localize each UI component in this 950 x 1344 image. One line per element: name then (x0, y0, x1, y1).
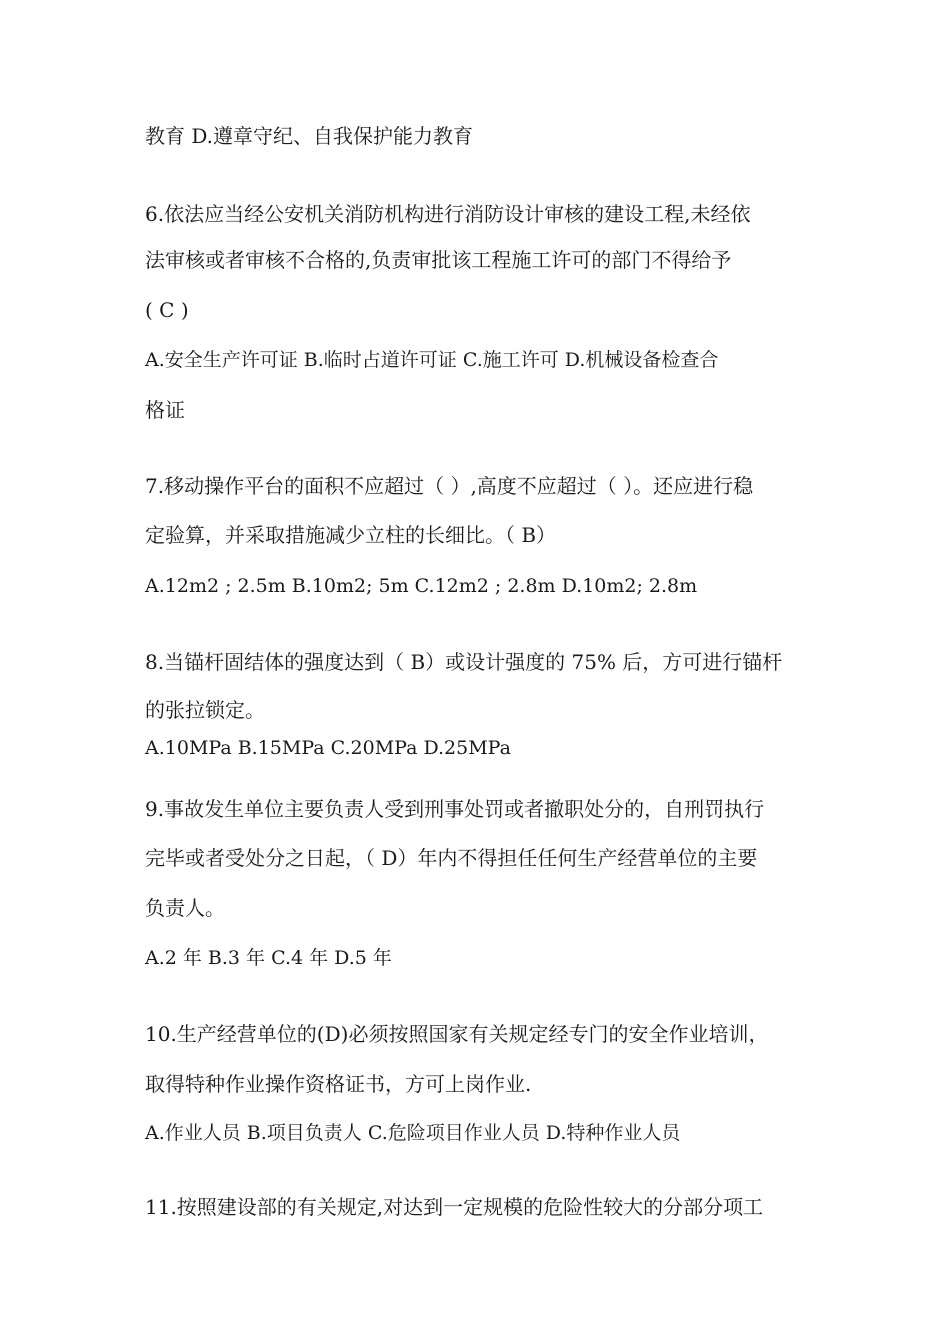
question-7-line-2: 定验算，并采取措施减少立柱的长细比。（ B） (145, 523, 557, 547)
question-6-line-2: 法审核或者审核不合格的,负责审批该工程施工许可的部门不得给予 (145, 248, 732, 272)
question-7-options: A.12m2 ; 2.5m B.10m2; 5m C.12m2 ; 2.8m D.10m2; 2.8m (145, 575, 698, 597)
question-7-line-1: 7.移动操作平台的面积不应超过（ ）,高度不应超过（ ）。还应进行稳 (145, 474, 754, 498)
question-9-line-1: 9.事故发生单位主要负责人受到刑事处罚或者撤职处分的，自刑罚执行 (145, 797, 765, 821)
question-6-line-1: 6.依法应当经公安机关消防机构进行消防设计审核的建设工程,未经依 (145, 202, 751, 226)
text-line-1: 教育 D.遵章守纪、自我保护能力教育 (145, 124, 474, 148)
question-8-line-1: 8.当锚杆固结体的强度达到（ B）或设计强度的 75% 后，方可进行锚杆 (145, 650, 783, 674)
question-6-answer: ( C ) (145, 298, 189, 322)
question-6-options: A.安全生产许可证 B.临时占道许可证 C.施工许可 D.机械设备检查合 (145, 349, 719, 371)
question-8-options: A.10MPa B.15MPa C.20MPa D.25MPa (145, 737, 511, 759)
question-9-line-2: 完毕或者受处分之日起，（ D）年内不得担任任何生产经营单位的主要 (145, 846, 758, 870)
question-9-line-3: 负责人。 (145, 896, 225, 920)
question-9-options: A.2 年 B.3 年 C.4 年 D.5 年 (145, 947, 392, 969)
question-10-options: A.作业人员 B.项目负责人 C.危险项目作业人员 D.特种作业人员 (145, 1122, 681, 1144)
question-6-options-cont: 格证 (145, 398, 185, 422)
question-11-line-1: 11.按照建设部的有关规定,对达到一定规模的危险性较大的分部分项工 (145, 1195, 764, 1219)
question-8-line-2: 的张拉锁定。 (145, 698, 265, 722)
question-10-line-2: 取得特种作业操作资格证书，方可上岗作业. (145, 1072, 532, 1096)
question-10-line-1: 10.生产经营单位的(D)必须按照国家有关规定经专门的安全作业培训， (145, 1022, 769, 1046)
